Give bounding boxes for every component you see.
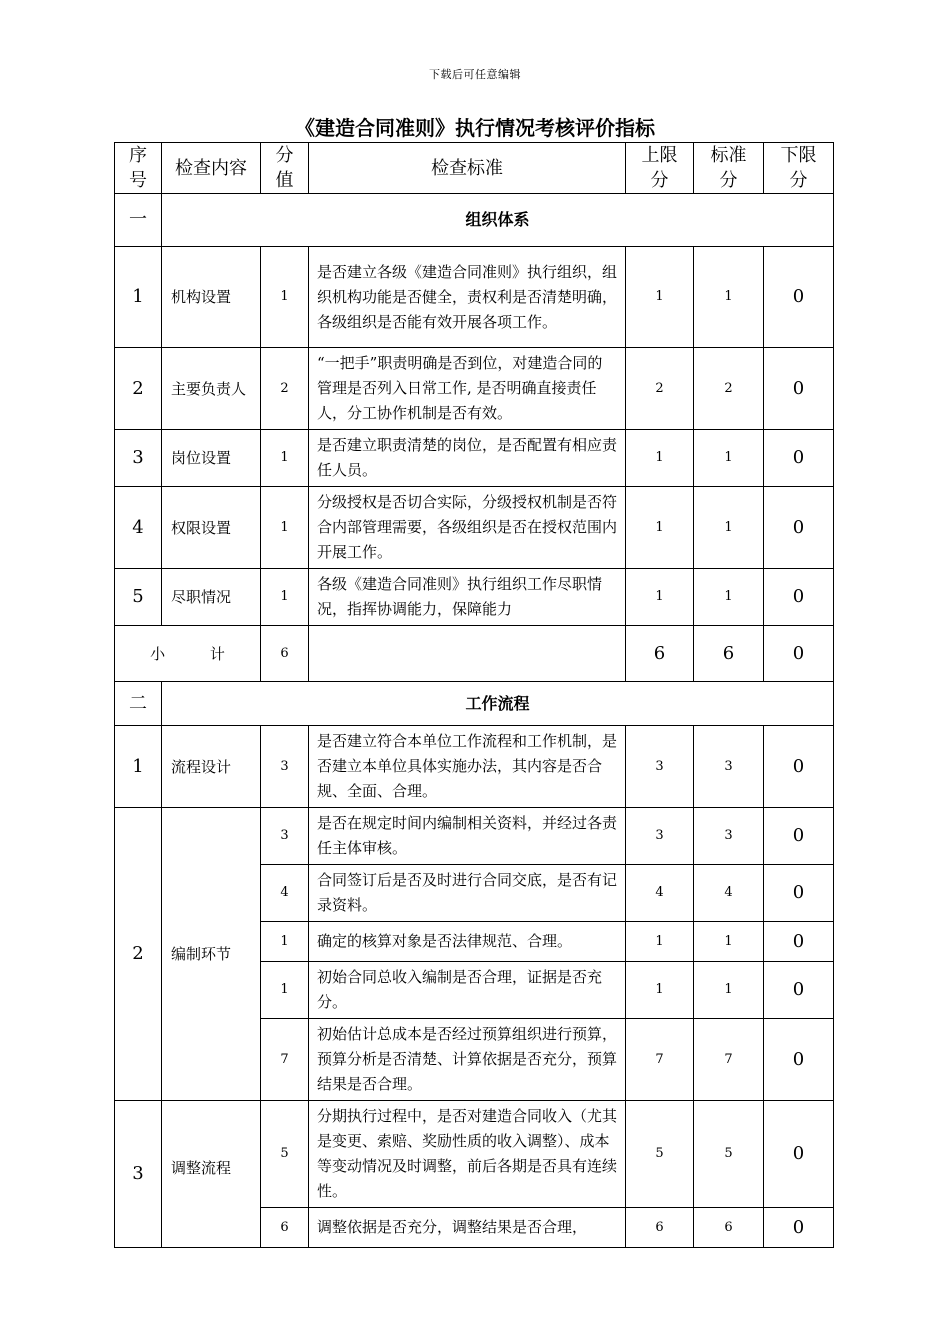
subtotal-lower: 0 <box>764 626 834 682</box>
row-criteria: 是否建立各级《建造合同准则》执行组织，组织机构功能是否健全，责权利是否清楚明确，各级组织是否能有效开展各项工作。 <box>309 247 626 348</box>
row-upper: 7 <box>626 1019 694 1101</box>
row-score: 4 <box>261 865 309 922</box>
row-standard: 1 <box>694 487 764 569</box>
header-score: 分 值 <box>261 143 309 194</box>
row-lower: 0 <box>764 1019 834 1101</box>
row-lower: 0 <box>764 808 834 865</box>
row-criteria: 初始合同总收入编制是否合理，证据是否充分。 <box>309 962 626 1019</box>
table-row <box>115 430 834 487</box>
document-title: 《建造合同准则》执行情况考核评价指标 <box>295 116 655 140</box>
section-title: 组织体系 <box>162 194 834 247</box>
row-upper: 3 <box>626 808 694 865</box>
row-score: 1 <box>261 430 309 487</box>
table-row <box>115 348 834 430</box>
row-standard: 3 <box>694 808 764 865</box>
row-score: 1 <box>261 569 309 626</box>
header-content: 检查内容 <box>162 143 261 194</box>
row-standard: 1 <box>694 962 764 1019</box>
row-lower: 0 <box>764 487 834 569</box>
row-content: 尽职情况 <box>162 569 261 626</box>
row-standard: 4 <box>694 865 764 922</box>
row-seq: 1 <box>115 726 162 808</box>
row-standard: 1 <box>694 430 764 487</box>
row-standard: 1 <box>694 569 764 626</box>
row-lower: 0 <box>764 569 834 626</box>
table-row <box>115 247 834 348</box>
row-score: 1 <box>261 962 309 1019</box>
row-standard: 5 <box>694 1101 764 1208</box>
row-standard: 1 <box>694 247 764 348</box>
subtotal-upper: 6 <box>626 626 694 682</box>
row-criteria: 合同签订后是否及时进行合同交底，是否有记录资料。 <box>309 865 626 922</box>
row-seq: 1 <box>115 247 162 348</box>
row-content: 调整流程 <box>162 1101 261 1248</box>
row-lower: 0 <box>764 962 834 1019</box>
table-row <box>115 487 834 569</box>
row-criteria: 分级授权是否切合实际，分级授权机制是否符合内部管理需要，各级组织是否在授权范围内开展工作。 <box>309 487 626 569</box>
row-score: 6 <box>261 1208 309 1248</box>
row-standard: 7 <box>694 1019 764 1101</box>
header-seq: 序 号 <box>115 143 162 194</box>
row-seq: 2 <box>115 808 162 1101</box>
row-criteria: “一把手”职责明确是否到位，对建造合同的管理是否列入日常工作, 是否明确直接责任人，分工协作机制是否有效。 <box>309 348 626 430</box>
row-criteria: 初始估计总成本是否经过预算组织进行预算，预算分析是否清楚、计算依据是否充分，预算结果是否合理。 <box>309 1019 626 1101</box>
row-score: 5 <box>261 1101 309 1208</box>
row-upper: 3 <box>626 726 694 808</box>
header-note: 下载后可任意编辑 <box>429 68 521 81</box>
row-score: 3 <box>261 726 309 808</box>
subtotal-standard: 6 <box>694 626 764 682</box>
header-standard: 标准 分 <box>694 143 764 194</box>
subtotal-row <box>115 626 834 682</box>
row-criteria: 是否在规定时间内编制相关资料，并经过各责任主体审核。 <box>309 808 626 865</box>
row-lower: 0 <box>764 1208 834 1248</box>
row-score: 1 <box>261 247 309 348</box>
row-upper: 1 <box>626 922 694 962</box>
row-lower: 0 <box>764 247 834 348</box>
row-content: 编制环节 <box>162 808 261 1101</box>
table-row <box>115 726 834 808</box>
section-number: 二 <box>115 682 162 726</box>
row-upper: 1 <box>626 569 694 626</box>
row-lower: 0 <box>764 1101 834 1208</box>
row-content: 机构设置 <box>162 247 261 348</box>
row-criteria: 分期执行过程中，是否对建造合同收入（尤其是变更、索赔、奖励性质的收入调整）、成本等变动情况及时调整，前后各期是否具有连续性。 <box>309 1101 626 1208</box>
header-lower: 下限 分 <box>764 143 834 194</box>
evaluation-table <box>114 142 834 1248</box>
row-score: 1 <box>261 487 309 569</box>
row-lower: 0 <box>764 726 834 808</box>
row-score: 3 <box>261 808 309 865</box>
row-lower: 0 <box>764 865 834 922</box>
section-row <box>115 682 834 726</box>
row-upper: 1 <box>626 247 694 348</box>
row-criteria: 调整依据是否充分，调整结果是否合理， <box>309 1208 626 1248</box>
row-score: 7 <box>261 1019 309 1101</box>
row-upper: 2 <box>626 348 694 430</box>
row-seq: 3 <box>115 430 162 487</box>
row-upper: 1 <box>626 430 694 487</box>
row-score: 2 <box>261 348 309 430</box>
row-standard: 2 <box>694 348 764 430</box>
row-upper: 1 <box>626 487 694 569</box>
header-criteria: 检查标准 <box>309 143 626 194</box>
row-upper: 5 <box>626 1101 694 1208</box>
row-standard: 6 <box>694 1208 764 1248</box>
row-upper: 1 <box>626 962 694 1019</box>
row-content: 主要负责人 <box>162 348 261 430</box>
row-lower: 0 <box>764 922 834 962</box>
table-row <box>115 1101 834 1208</box>
table-row <box>115 569 834 626</box>
section-title: 工作流程 <box>162 682 834 726</box>
row-criteria: 是否建立职责清楚的岗位，是否配置有相应责任人员。 <box>309 430 626 487</box>
row-upper: 4 <box>626 865 694 922</box>
section-row <box>115 194 834 247</box>
row-standard: 1 <box>694 922 764 962</box>
row-criteria: 各级《建造合同准则》执行组织工作尽职情况，指挥协调能力，保障能力 <box>309 569 626 626</box>
row-lower: 0 <box>764 348 834 430</box>
row-lower: 0 <box>764 430 834 487</box>
row-seq: 2 <box>115 348 162 430</box>
table-header-row <box>115 143 834 194</box>
row-content: 权限设置 <box>162 487 261 569</box>
row-score: 1 <box>261 922 309 962</box>
subtotal-criteria <box>309 626 626 682</box>
table-row <box>115 808 834 865</box>
subtotal-score: 6 <box>261 626 309 682</box>
row-standard: 3 <box>694 726 764 808</box>
subtotal-label: 小 计 <box>115 626 261 682</box>
row-upper: 6 <box>626 1208 694 1248</box>
section-number: 一 <box>115 194 162 247</box>
row-seq: 4 <box>115 487 162 569</box>
row-seq: 5 <box>115 569 162 626</box>
row-content: 岗位设置 <box>162 430 261 487</box>
row-criteria: 是否建立符合本单位工作流程和工作机制，是否建立本单位具体实施办法，其内容是否合规、全面、合理。 <box>309 726 626 808</box>
row-seq: 3 <box>115 1101 162 1248</box>
row-criteria: 确定的核算对象是否法律规范、合理。 <box>309 922 626 962</box>
row-content: 流程设计 <box>162 726 261 808</box>
header-upper: 上限 分 <box>626 143 694 194</box>
